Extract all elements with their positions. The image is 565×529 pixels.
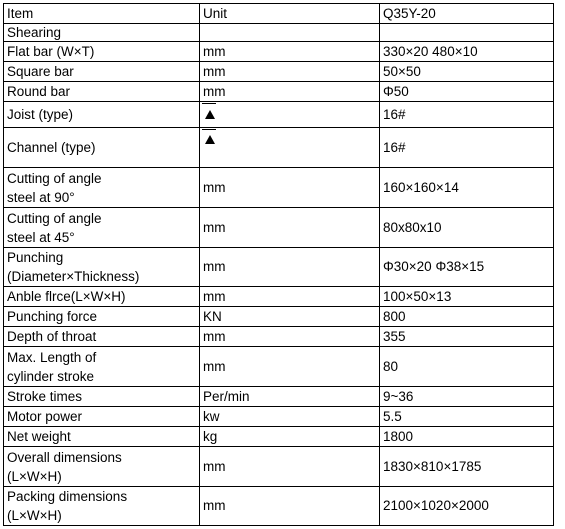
item-line: Channel (type): [7, 139, 96, 155]
item-line: Shearing: [7, 24, 62, 40]
value-cell: 100×50×13: [380, 287, 554, 307]
triangle-overline: [202, 103, 216, 104]
item-line: Packing dimensions: [7, 489, 128, 504]
table-row: [4, 102, 554, 128]
item-cell: [4, 487, 200, 526]
item-cell: [4, 248, 200, 287]
item-line: Overall dimensions: [7, 449, 122, 465]
item-cell: [4, 128, 200, 168]
item-cell: [4, 407, 200, 427]
table-row: [4, 307, 554, 327]
value-cell: 5.5: [380, 407, 554, 427]
item-cell: [4, 62, 200, 82]
unit-cell: mm: [200, 208, 380, 248]
item-cell: [4, 208, 200, 248]
unit-cell: mm: [200, 347, 380, 387]
unit-cell: [200, 102, 380, 128]
table-row: [4, 62, 554, 82]
item-line: Flat bar (W×T): [7, 43, 95, 59]
item-line: Depth of throat: [7, 328, 97, 344]
value-cell: 800: [380, 307, 554, 327]
unit-cell: mm: [200, 447, 380, 487]
item-line: Cutting of angle: [7, 170, 102, 186]
unit-cell: [200, 24, 380, 42]
item-line: steel at 45°: [7, 229, 75, 245]
value-cell: Φ30×20 Φ38×15: [380, 248, 554, 287]
item-line: steel at 90°: [7, 189, 75, 205]
item-line: (L×W×H): [7, 508, 62, 523]
item-line: Max. Length of: [7, 349, 97, 365]
table-row: [4, 82, 554, 102]
table-row: [4, 487, 554, 526]
unit-cell: mm: [200, 42, 380, 62]
spec-table: [3, 3, 554, 526]
value-cell: 1830×810×1785: [380, 447, 554, 487]
item-line: Square bar: [7, 63, 74, 79]
value-cell: 9~36: [380, 387, 554, 407]
unit-cell: mm: [200, 168, 380, 208]
value-cell: 16#: [380, 128, 554, 168]
item-line: Cutting of angle: [7, 210, 102, 226]
header-model: Q35Y-20: [380, 4, 554, 24]
item-cell: [4, 387, 200, 407]
item-cell: [4, 168, 200, 208]
unit-cell: Per/min: [200, 387, 380, 407]
value-cell: 160×160×14: [380, 168, 554, 208]
unit-cell: mm: [200, 62, 380, 82]
item-cell: [4, 307, 200, 327]
item-line: Stroke times: [7, 388, 83, 404]
item-cell: [4, 427, 200, 447]
triangle-icon: [205, 135, 215, 144]
value-cell: [380, 24, 554, 42]
header-item: Item: [4, 4, 200, 24]
item-line: (Diameter×Thickness): [7, 269, 140, 284]
value-cell: 1800: [380, 427, 554, 447]
table-row: [4, 447, 554, 487]
value-cell: 355: [380, 327, 554, 347]
unit-cell: mm: [200, 82, 380, 102]
item-line: cylinder stroke: [7, 368, 95, 384]
table-row: [4, 248, 554, 287]
table-row: [4, 208, 554, 248]
item-line: Punching force: [7, 308, 98, 324]
item-cell: [4, 447, 200, 487]
item-line: Punching: [7, 250, 64, 265]
item-line: (L×W×H): [7, 468, 62, 484]
value-cell: 330×20 480×10: [380, 42, 554, 62]
item-cell: [4, 347, 200, 387]
unit-cell: kg: [200, 427, 380, 447]
table-row: [4, 327, 554, 347]
item-line: Round bar: [7, 83, 71, 99]
value-cell: 80x80x10: [380, 208, 554, 248]
table-row: [4, 387, 554, 407]
unit-cell: mm: [200, 327, 380, 347]
item-cell: [4, 42, 200, 62]
value-cell: 50×50: [380, 62, 554, 82]
triangle-icon: [205, 110, 215, 119]
value-cell: 2100×1020×2000: [380, 487, 554, 526]
item-line: Joist (type): [7, 106, 74, 122]
table-row: [4, 128, 554, 168]
item-cell: [4, 287, 200, 307]
unit-cell: KN: [200, 307, 380, 327]
value-cell: 16#: [380, 102, 554, 128]
unit-cell: mm: [200, 248, 380, 287]
triangle-overline: [202, 129, 216, 130]
item-line: Anble flrce(L×W×H): [7, 288, 126, 304]
table-row: [4, 427, 554, 447]
item-cell: [4, 102, 200, 128]
header-row: [4, 4, 554, 24]
table-row: [4, 347, 554, 387]
item-cell: [4, 327, 200, 347]
table-row: [4, 407, 554, 427]
value-cell: Φ50: [380, 82, 554, 102]
table-row: [4, 42, 554, 62]
value-cell: 80: [380, 347, 554, 387]
item-cell: [4, 82, 200, 102]
item-cell: [4, 24, 200, 42]
table-row: [4, 287, 554, 307]
item-line: Motor power: [7, 408, 83, 424]
item-line: Net weight: [7, 428, 71, 444]
unit-cell: [200, 128, 380, 168]
table-row: [4, 24, 554, 42]
unit-cell: kw: [200, 407, 380, 427]
table-row: [4, 168, 554, 208]
unit-cell: mm: [200, 287, 380, 307]
unit-cell: mm: [200, 487, 380, 526]
header-unit: Unit: [200, 4, 380, 24]
spec-table-body: [4, 4, 554, 526]
